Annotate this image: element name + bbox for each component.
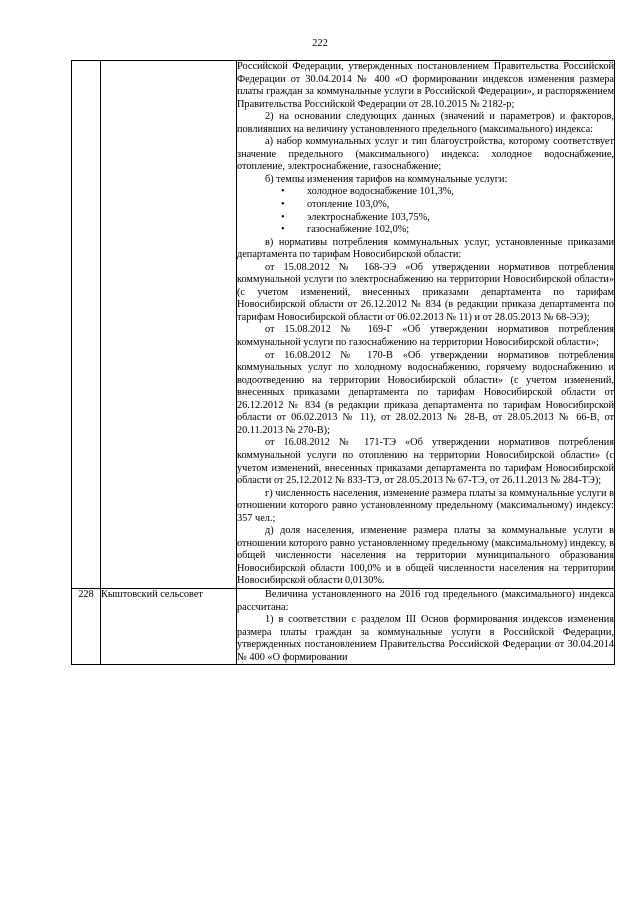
paragraph: от 16.08.2012 № 170-В «Об утверждении нормативов потребления коммунальных услуг по холодному водоснабжению, горячему водоснабжению и водоотведению на территории Новосибирской области» (с учетом изменений, внесенных приказами департамента по тарифам Новосибирской области от 26.12.2012 № 834 (в редакции приказа департамента по тарифам Новосибирской области от 06.02.2013 № 11), от 28.02.2013 № 28-В, от 28.05.2013 № 66-В, от 20.11.2013 № 270-В); [237, 349, 614, 436]
description-cell [237, 588, 615, 664]
paragraph: в) нормативы потребления коммунальных услуг, установленные приказами департамента по тарифам Новосибирской области: [237, 236, 614, 261]
paragraph: от 15.08.2012 № 168-ЭЭ «Об утверждении нормативов потребления коммунальной услуги по электроснабжению на территории Новосибирской области» (с учетом изменений, внесенных приказами департамента по тарифам Новосибирской области от 26.12.2012 № 834 (в редакции приказа департамента по тарифам Новосибирской области от 06.02.2013 № 11) и от 28.05.2013 № 68-ЭЭ); [237, 261, 614, 323]
paragraph: Российской Федерации, утвержденных постановлением Правительства Российской Федерации от 30.04.2014 № 400 «О формировании индексов изменения размера платы граждан за коммунальные услуги в Российской Федерации», и распоряжением Правительства Российской Федерации от 28.10.2015 № 2182-р; [237, 61, 614, 110]
tariff-rate-list [237, 186, 614, 236]
list-item-text: газоснабжение 102,0%; [307, 224, 410, 236]
list-item-text: отопление 103,0%, [307, 199, 390, 211]
paragraph: а) набор коммунальных услуг и тип благоустройства, которому соответствует значение предельного (максимального) индекса: холодное водоснабжение, отопление, электроснабжение, газоснабжение; [237, 136, 614, 173]
municipality-name-cell [101, 61, 237, 589]
list-item [237, 212, 614, 225]
row-number-cell [72, 61, 101, 589]
bullet-icon: • [281, 186, 285, 198]
municipality-name-cell: Кыштовский сельсовет [101, 588, 237, 664]
table-row [72, 588, 615, 664]
paragraph: Величина установленного на 2016 год предельного (максимального) индекса рассчитана: [237, 588, 614, 613]
paragraph: д) доля населения, изменение размера платы за коммунальные услуги в отношении которого равно установленному предельному (максимальному) индексу, в общей численности населения на территории муниципального образования Новосибирской области 100,0% и в общей численности населения на территории Новосибирской области 0,0130%. [237, 525, 614, 587]
paragraph: г) численность населения, изменение размера платы за коммунальные услуги в отношении которого равно установленному предельному (максимальному) индексу: 357 чел.; [237, 487, 614, 524]
table-row [72, 61, 615, 589]
page-number: 222 [312, 38, 328, 49]
tariff-table [71, 60, 615, 665]
paragraph: от 15.08.2012 № 169-Г «Об утверждении нормативов потребления коммунальной услуги по газоснабжению на территории Новосибирской области»; [237, 324, 614, 349]
list-item [237, 186, 614, 199]
list-item [237, 224, 614, 237]
bullet-icon: • [281, 224, 285, 236]
paragraph: 1) в соответствии с разделом III Основ формирования индексов изменения размера платы граждан за коммунальные услуги в Российской Федерации, утвержденных постановлением Правительства Российской Федерации от 30.04.2014 № 400 «О формировании [237, 614, 614, 663]
row-number-cell: 228 [72, 588, 101, 664]
list-item-text: электроснабжение 103,75%, [307, 211, 430, 223]
paragraph: от 16.08.2012 № 171-ТЭ «Об утверждении нормативов потребления коммунальной услуги по отоплению на территории Новосибирской области» (с учетом изменений, внесенных приказами департамента по тарифам Новосибирской области от 25.12.2012 № 833-ТЭ, от 28.05.2013 № 67-ТЭ, от 26.11.2013 № 284-ТЭ); [237, 437, 614, 487]
list-item [237, 199, 614, 212]
list-item-text: холодное водоснабжение 101,3%, [307, 186, 454, 198]
paragraph: б) темпы изменения тарифов на коммунальные услуги: [265, 173, 508, 185]
paragraph: 2) на основании следующих данных (значений и параметров) и факторов, повлиявших на величину установленного предельного (максимального) индекса: [237, 111, 614, 135]
description-cell [237, 61, 615, 589]
bullet-icon: • [281, 199, 285, 211]
bullet-icon: • [281, 211, 285, 223]
